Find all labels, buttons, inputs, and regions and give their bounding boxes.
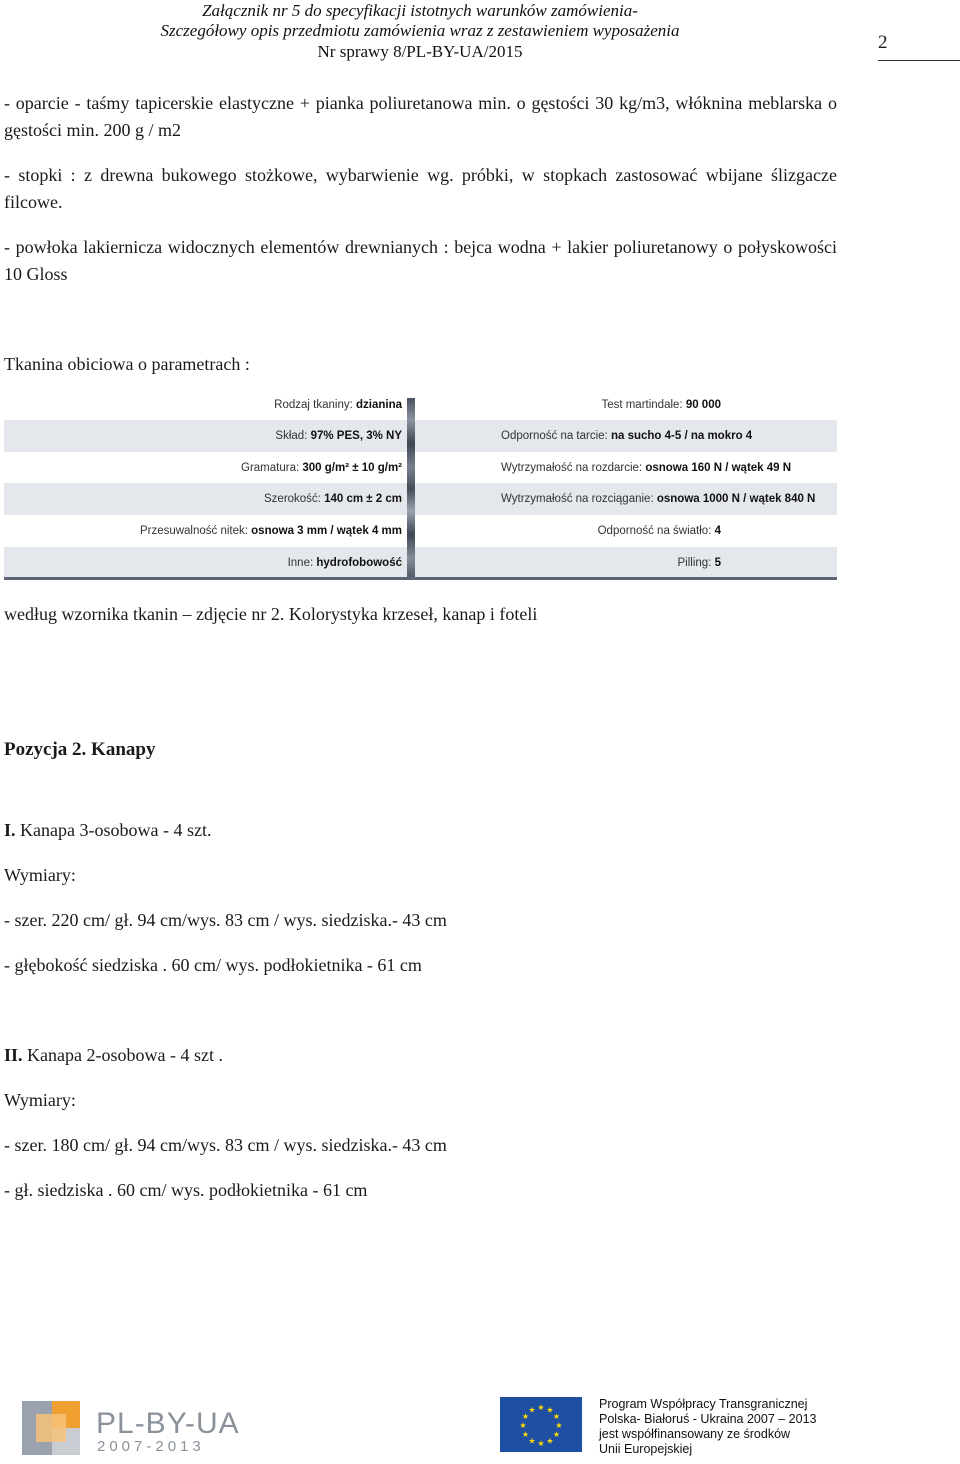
svg-text:★: ★: [537, 1403, 545, 1412]
fabric-left-cell: Skład: 97% PES, 3% NY: [275, 430, 402, 442]
fabric-row: [4, 398, 837, 421]
svg-text:★: ★: [537, 1439, 545, 1448]
fabric-right-cell: Pilling: 5: [677, 557, 721, 569]
header-line-2: Szczegółowy opis przedmiotu zamówienia wraz z zestawieniem wyposażenia: [160, 21, 680, 40]
header-rule: [878, 60, 960, 61]
fabric-left-cell: Inne: hydrofobowość: [287, 557, 402, 569]
fabric-intro: Tkanina obiciowa o parametrach :: [4, 354, 250, 374]
fabric-row: [4, 420, 837, 452]
header-case-number: Nr sprawy 8/PL-BY-UA/2015: [317, 42, 523, 61]
program-info-line: jest współfinansowany ze środków: [599, 1427, 791, 1441]
program-info-line: Program Współpracy Transgranicznej: [599, 1397, 808, 1411]
paragraph-coating: - powłoka lakiernicza widocznych elementów drewnianych : bejca wodna + lakier poliuretanowy o połyskowości 10 Gloss: [4, 237, 837, 284]
svg-text:★: ★: [552, 1430, 561, 1439]
fabric-row: [4, 452, 837, 484]
item-1-dimension-line: - głębokość siedziska . 60 cm/ wys. podłokietnika - 61 cm: [4, 955, 422, 975]
fabric-right-cell: Odporność na tarcie: na sucho 4-5 / na mokro 4: [501, 430, 753, 442]
fabric-swatch-stripe: [407, 398, 415, 580]
fabric-right-cell: Test martindale: 90 000: [601, 399, 721, 411]
fabric-note: według wzornika tkanin – zdjęcie nr 2. Kolorystyka krzeseł, kanap i foteli: [4, 604, 538, 624]
program-logo-years: 2007-2013: [97, 1438, 205, 1455]
fabric-swatch-edge: [4, 577, 837, 580]
item-2-dimension-line: - szer. 180 cm/ gł. 94 cm/wys. 83 cm / wys. siedziska.- 43 cm: [4, 1135, 447, 1155]
fabric-row: [4, 547, 837, 579]
item-2-dimension-line: - gł. siedziska . 60 cm/ wys. podłokietnika - 61 cm: [4, 1180, 368, 1200]
program-logo-text: PL-BY-UA: [96, 1407, 240, 1440]
item-1-dimension-line: - szer. 220 cm/ gł. 94 cm/wys. 83 cm / wys. siedziska.- 43 cm: [4, 910, 447, 930]
svg-text:★: ★: [519, 1421, 527, 1430]
svg-text:★: ★: [546, 1405, 554, 1415]
svg-text:★: ★: [521, 1412, 530, 1421]
svg-text:★: ★: [552, 1412, 561, 1421]
svg-text:★: ★: [546, 1436, 554, 1446]
item-1-heading: I. Kanapa 3-osobowa - 4 szt.: [4, 820, 212, 840]
section-title: Pozycja 2. Kanapy: [4, 739, 156, 760]
svg-text:★: ★: [555, 1421, 563, 1430]
paragraph-backrest: - oparcie - taśmy tapicerskie elastyczne + pianka poliuretanowa min. o gęstości 30 kg/m3, włóknina meblarska o gęstości min. 200 g / m2: [4, 93, 837, 140]
svg-text:★: ★: [528, 1436, 536, 1446]
fabric-row: [4, 515, 837, 547]
item-1-dimensions-label: Wymiary:: [4, 865, 76, 885]
eu-stars-icon: [500, 1397, 582, 1452]
fabric-right-cell: Wytrzymałość na rozdarcie: osnowa 160 N / wątek 49 N: [501, 462, 792, 474]
fabric-left-cell: Przesuwalność nitek: osnowa 3 mm / wątek 4 mm: [139, 525, 402, 537]
paragraph-feet: - stopki : z drewna bukowego stożkowe, wybarwienie wg. próbki, w stopkach zastosować wbijane ślizgacze filcowe.: [4, 165, 837, 212]
program-info-line: Unii Europejskiej: [599, 1442, 693, 1456]
page-number: 2: [878, 32, 888, 53]
fabric-right-cell: Wytrzymałość na rozciąganie: osnowa 1000 N / wątek 840 N: [501, 493, 816, 505]
svg-text:★: ★: [528, 1405, 536, 1415]
fabric-left-cell: Rodzaj tkaniny: dzianina: [274, 399, 402, 411]
fabric-right-cell: Odporność na światło: 4: [597, 525, 721, 537]
eu-flag-icon: [500, 1397, 582, 1452]
item-2-dimensions-label: Wymiary:: [4, 1090, 76, 1110]
item-2-heading: II. Kanapa 2-osobowa - 4 szt .: [4, 1045, 223, 1065]
svg-text:★: ★: [521, 1430, 530, 1439]
header-line-1: Załącznik nr 5 do specyfikacji istotnych warunków zamówienia-: [202, 1, 638, 20]
program-info: [599, 1397, 816, 1457]
fabric-row: [4, 483, 837, 515]
fabric-left-cell: Gramatura: 300 g/m² ± 10 g/m²: [241, 462, 402, 474]
program-logo-mark: [36, 1414, 66, 1442]
fabric-parameters-image: [4, 398, 837, 580]
program-info-line: Polska- Białoruś - Ukraina 2007 – 2013: [599, 1412, 817, 1426]
fabric-left-cell: Szerokość: 140 cm ± 2 cm: [264, 493, 402, 505]
